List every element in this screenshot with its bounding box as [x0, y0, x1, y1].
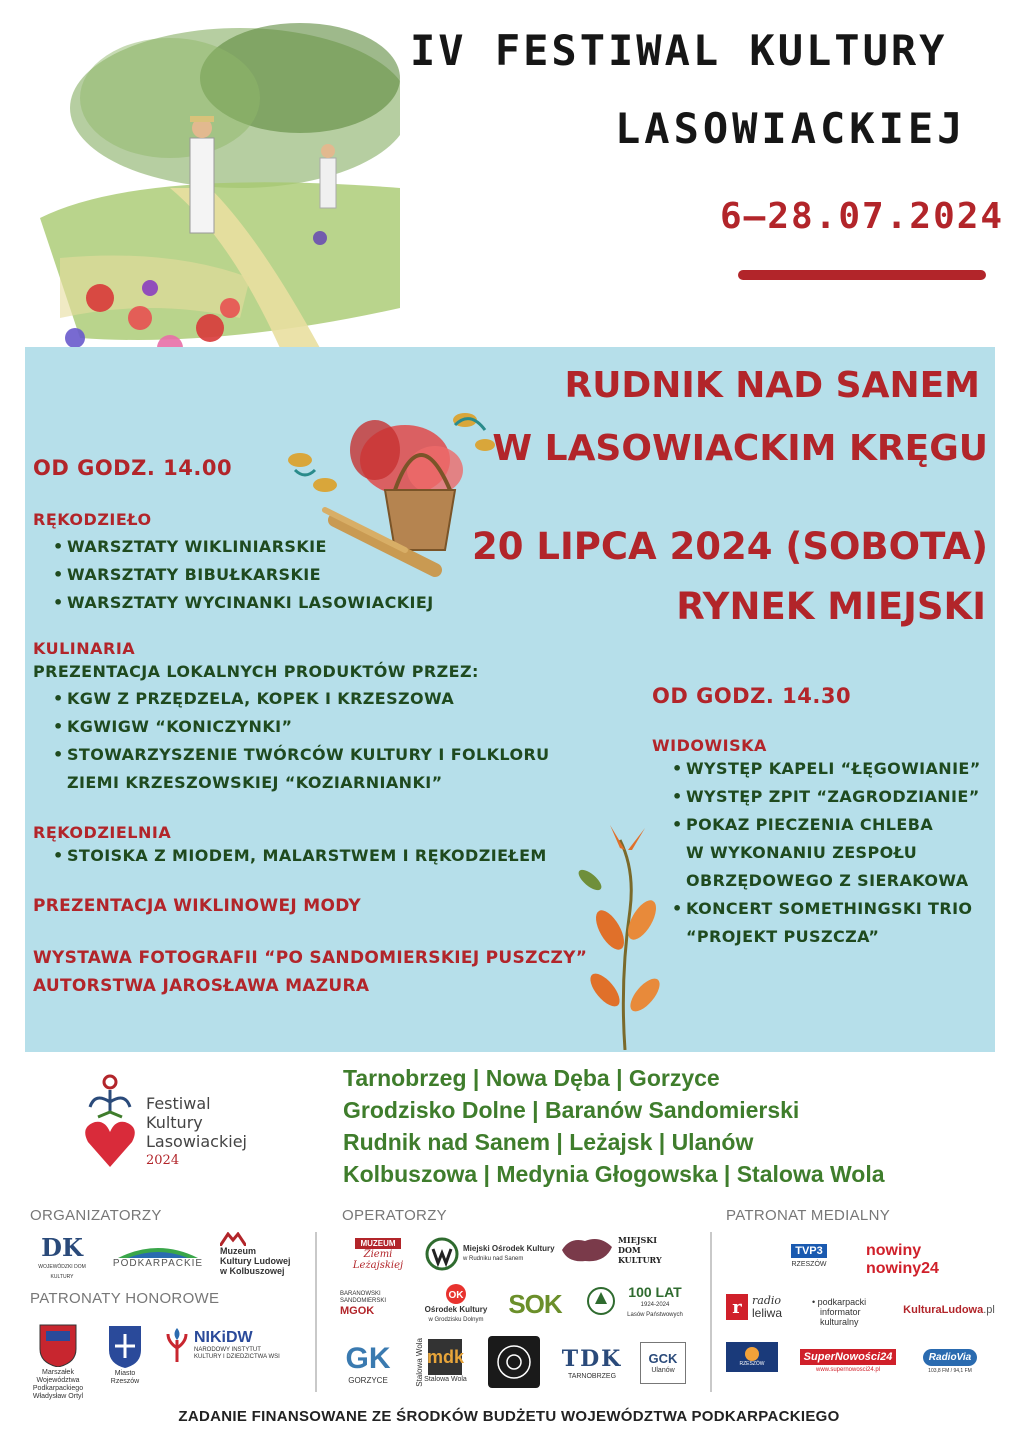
logo-line: Festiwal — [146, 1094, 211, 1113]
right-time: OD GODZ. 14.30 — [652, 684, 852, 708]
media-patronage-label: PATRONAT MEDIALNY — [726, 1207, 891, 1224]
mok-rudnik-icon — [425, 1237, 459, 1271]
list-item: • STOISKA Z MIODEM, MALARSTWEM I RĘKODZIEŁEM — [55, 842, 593, 870]
podkarpackie-logo — [104, 1238, 212, 1274]
event-place-line-1: RUDNIK NAD SANEM — [564, 365, 980, 406]
tvp-region: RZESZÓW — [791, 1261, 827, 1268]
stalowa-horizontal: Stalowa Wola — [424, 1376, 467, 1383]
mgok-line: SANDOMIERSKI — [340, 1298, 387, 1304]
ok-grodzisko-name: Ośrodek Kultury — [424, 1305, 488, 1314]
mok-rudnik-line: Miejski Ośrodek Kultury — [463, 1244, 555, 1253]
photo-exhibition-line-1: WYSTAWA FOTOGRAFII “PO SANDOMIERSKIEJ PUSZCZY” — [33, 948, 588, 968]
logo-line: Kultury — [146, 1113, 203, 1132]
festival-title — [410, 22, 1000, 158]
photo-exhibition — [33, 944, 593, 1000]
kulinaria-intro: PREZENTACJA LOKALNYCH PRODUKTÓW PRZEZ: — [33, 662, 479, 681]
list-item-continuation: “PROJEKT PUSZCZA” — [686, 927, 880, 946]
lasy-subtitle: Lasów Państwowych — [627, 1312, 683, 1318]
ok-grodzisko-logo — [416, 1280, 496, 1328]
section-widowiska-title: WIDOWISKA — [652, 736, 767, 755]
lasy-100-label: 100 LAT — [628, 1284, 682, 1300]
cities-line: Rudnik nad Sanem | Leżajsk | Ulanów — [343, 1129, 754, 1155]
funding-footer: ZADANIE FINANSOWANE ZE ŚRODKÓW BUDŻETU WOJEWÓDZTWA PODKARPACKIEGO — [178, 1408, 840, 1425]
gk-name: GK — [345, 1342, 391, 1375]
kultura-ludowa-name: KulturaLudowa — [903, 1304, 984, 1316]
list-item-continuation: W WYKONANIU ZESPOŁU — [686, 843, 918, 862]
participating-cities — [343, 1062, 993, 1190]
super-nowosci-name: SuperNowości24 — [800, 1349, 897, 1365]
list-item: • WYSTĘP ZPIT “ZAGRODZIANIE” — [674, 783, 997, 811]
event-venue: RYNEK MIEJSKI — [676, 585, 986, 628]
galeria-circle-icon — [495, 1343, 533, 1381]
list-item: • WYSTĘP KAPELI “ŁĘGOWIANIE” — [674, 755, 997, 783]
date-underline — [738, 270, 986, 280]
gk-gorzyce-logo — [338, 1336, 398, 1392]
radio-via-logo — [920, 1342, 980, 1382]
nowiny24-name: nowiny24 — [866, 1260, 939, 1277]
leliwa-word: leliwa — [752, 1306, 783, 1320]
section-kulinaria-title: KULINARIA — [33, 639, 136, 658]
section-rekodzielnia-list — [55, 842, 593, 870]
section-widowiska-list — [674, 755, 997, 951]
radio-word: radio — [752, 1294, 781, 1307]
svg-text:OK: OK — [448, 1290, 464, 1301]
muzeum-lezajsk-line: Ziemi Leżajskiej — [352, 1248, 404, 1271]
mgok-baranow-logo — [340, 1280, 405, 1328]
gck-name: GCK — [648, 1350, 678, 1366]
mdk-region-icon — [560, 1235, 614, 1265]
mdk-stalowa-wola-logo — [410, 1330, 472, 1394]
nowiny-logo — [866, 1236, 946, 1284]
left-time: OD GODZ. 14.00 — [33, 456, 233, 480]
logo-line: Lasowiackiej — [146, 1132, 247, 1151]
section-rekodzielnia-title: RĘKODZIELNIA — [33, 823, 172, 842]
nikidw-name: NIKiDW — [194, 1329, 253, 1346]
marszalek-name: Marszałek Województwa Podkarpackiego Władysław Ortyl — [32, 1369, 84, 1400]
title-line-2: LASOWIACKIEJ — [615, 104, 967, 153]
nikidw-plant-icon — [166, 1328, 188, 1362]
ulanow-name: Ulanów — [651, 1366, 675, 1374]
gck-ulanow-logo — [640, 1342, 686, 1384]
festival-logo — [80, 1072, 330, 1182]
nowiny-name: nowiny — [866, 1242, 922, 1259]
fashion-presentation: PREZENTACJA WIKLINOWEJ MODY — [33, 896, 361, 916]
wdk-logo: DK WOJEWÓDZKI DOM KULTURY — [28, 1235, 96, 1279]
lasy-years: 1924-2024 — [640, 1302, 670, 1308]
nikidw-subtitle: NARODOWY INSTYTUT KULTURY I DZIEDZICTWA WSI — [194, 1347, 280, 1360]
section-rekodzielo-title: RĘKODZIEŁO — [33, 510, 152, 529]
muzeum-line: Kultury Ludowej — [220, 1256, 291, 1266]
radio-leliwa-logo — [726, 1290, 796, 1324]
mdk-block-icon: mdk — [428, 1339, 462, 1375]
organizers-label: ORGANIZATORZY — [30, 1207, 162, 1224]
coat-of-arms-icon — [38, 1323, 78, 1367]
list-item-continuation: OBRZĘDOWEGO Z SIERAKOWA — [686, 871, 969, 890]
tvp3-logo — [782, 1240, 836, 1274]
right-program — [652, 684, 997, 951]
podkarpackie-wave-icon — [118, 1244, 198, 1258]
list-item: • WARSZTATY WYCINANKI LASOWIACKIEJ — [55, 589, 593, 617]
polskie-radio-region: RZESZÓW — [739, 1361, 765, 1367]
list-item — [674, 895, 997, 951]
tdk-name: TDK — [561, 1346, 623, 1372]
list-item-continuation: ZIEMI KRZESZOWSKIEJ “KOZIARNIANKI” — [67, 773, 443, 792]
informator-kulturalny-logo — [812, 1290, 892, 1334]
list-item: • WARSZTATY WIKLINIARSKIE — [55, 533, 593, 561]
muzeum-roof-icon — [220, 1232, 246, 1246]
ok-grodzisko-subtitle: w Grodzisku Dolnym — [428, 1317, 484, 1323]
list-item-text: POKAZ PIECZENIA CHLEBA — [686, 815, 934, 834]
marszalek-logo — [22, 1318, 94, 1406]
festival-dates: 6–28.07.2024 — [720, 196, 1005, 237]
polskie-radio-dot-icon — [745, 1347, 759, 1361]
section-kulinaria-list — [55, 685, 593, 797]
sok-logo — [500, 1282, 570, 1326]
nikidw-logo — [166, 1322, 301, 1368]
list-item: • KGWIGW “KONICZYNKI” — [55, 713, 593, 741]
podkarpackie-name: PODKARPACKIE — [112, 1257, 204, 1269]
mdk-line: KULTURY — [618, 1255, 662, 1265]
stalowa-vertical: Stalowa Wola — [415, 1337, 425, 1387]
event-place-line-2: W LASOWIACKIM KRĘGU — [492, 428, 988, 469]
photo-exhibition-line-2: AUTORSTWA JAROSŁAWA MAZURA — [33, 976, 370, 996]
folk-heart-icon — [80, 1072, 140, 1172]
honorary-patronage-label: PATRONATY HONOROWE — [30, 1290, 220, 1307]
galeria-medynia-logo — [488, 1336, 540, 1388]
muzeum-kolbuszowa-logo — [220, 1228, 310, 1280]
event-date: 20 LIPCA 2024 (SOBOTA) — [472, 525, 988, 568]
tarnobrzeg-name: TARNOBRZEG — [567, 1373, 617, 1380]
lasy-100-lat-logo — [622, 1282, 688, 1322]
rzeszow-name: Miasto Rzeszów — [110, 1370, 140, 1385]
muzeum-line: w Kolbuszowej — [220, 1266, 285, 1276]
logo-year: 2024 — [146, 1153, 180, 1168]
separator — [710, 1232, 712, 1392]
informator-line: • podkarpacki — [812, 1297, 867, 1307]
list-item — [674, 811, 997, 895]
list-item: • WARSZTATY BIBUŁKARSKIE — [55, 561, 593, 589]
list-item: • KGW Z PRZĘDZELA, KOPEK I KRZESZOWA — [55, 685, 593, 713]
left-program — [33, 456, 593, 1000]
separator — [315, 1232, 317, 1392]
cities-line: Grodzisko Dolne | Baranów Sandomierski — [343, 1097, 800, 1123]
kultura-ludowa-logo — [900, 1298, 998, 1322]
operators-label: OPERATORZY — [342, 1207, 447, 1224]
mgok-name: MGOK — [340, 1305, 375, 1317]
tvp-name: TVP3 — [791, 1244, 827, 1258]
mdk-line: MIEJSKI — [618, 1235, 657, 1245]
gorzyce-name: GORZYCE — [348, 1376, 388, 1385]
super-nowosci-url: www.supernowosci24.pl — [815, 1367, 881, 1373]
list-item — [55, 741, 593, 797]
forest-tree-icon — [586, 1286, 616, 1316]
watercolor-meadow-illustration — [20, 18, 400, 388]
rzeszow-logo — [100, 1318, 150, 1392]
list-item-text: STOWARZYSZENIE TWÓRCÓW KULTURY I FOLKLORU — [67, 745, 550, 764]
informator-line: kulturalny — [820, 1317, 859, 1327]
muzeum-lezajsk-logo — [338, 1232, 418, 1276]
mok-rudnik-logo — [425, 1234, 555, 1274]
lasy-panstwowe-logo — [585, 1285, 617, 1317]
rzeszow-crest-icon — [107, 1324, 143, 1368]
tdk-tarnobrzeg-logo — [558, 1336, 626, 1392]
wdk-name: WOJEWÓDZKI DOM KULTURY — [38, 1263, 86, 1280]
sok-name: SOK — [508, 1288, 562, 1319]
radio-via-name: RadioVia — [923, 1349, 977, 1366]
polskie-radio-rzeszow-logo — [726, 1342, 778, 1372]
cities-line: Kolbuszowa | Medynia Głogowska | Stalowa Wola — [343, 1161, 885, 1187]
mdk-line: DOM — [618, 1245, 641, 1255]
radio-via-frequency: 103,8 FM / 94,1 FM — [928, 1367, 972, 1374]
mok-rudnik-line: w Rudniku nad Sanem — [463, 1256, 524, 1262]
radio-leliwa-icon: r — [726, 1294, 748, 1320]
muzeum-lezajsk-line: MUZEUM — [355, 1238, 400, 1249]
mdk-logo — [560, 1228, 690, 1272]
list-item-text: KONCERT SOMETHINGSKI TRIO — [686, 899, 973, 918]
festival-logo-text — [146, 1094, 247, 1170]
kultura-ludowa-domain: .pl — [983, 1304, 995, 1316]
ok-starburst-icon — [443, 1283, 469, 1305]
muzeum-line: Muzeum — [220, 1246, 256, 1256]
super-nowosci-logo — [796, 1342, 900, 1382]
cities-line: Tarnobrzeg | Nowa Dęba | Gorzyce — [343, 1065, 720, 1091]
informator-line: informator — [820, 1307, 861, 1317]
mgok-line: BARANOWSKI — [340, 1291, 381, 1297]
section-rekodzielo-list — [55, 533, 593, 617]
title-line-1: IV FESTIWAL KULTURY — [410, 26, 948, 75]
